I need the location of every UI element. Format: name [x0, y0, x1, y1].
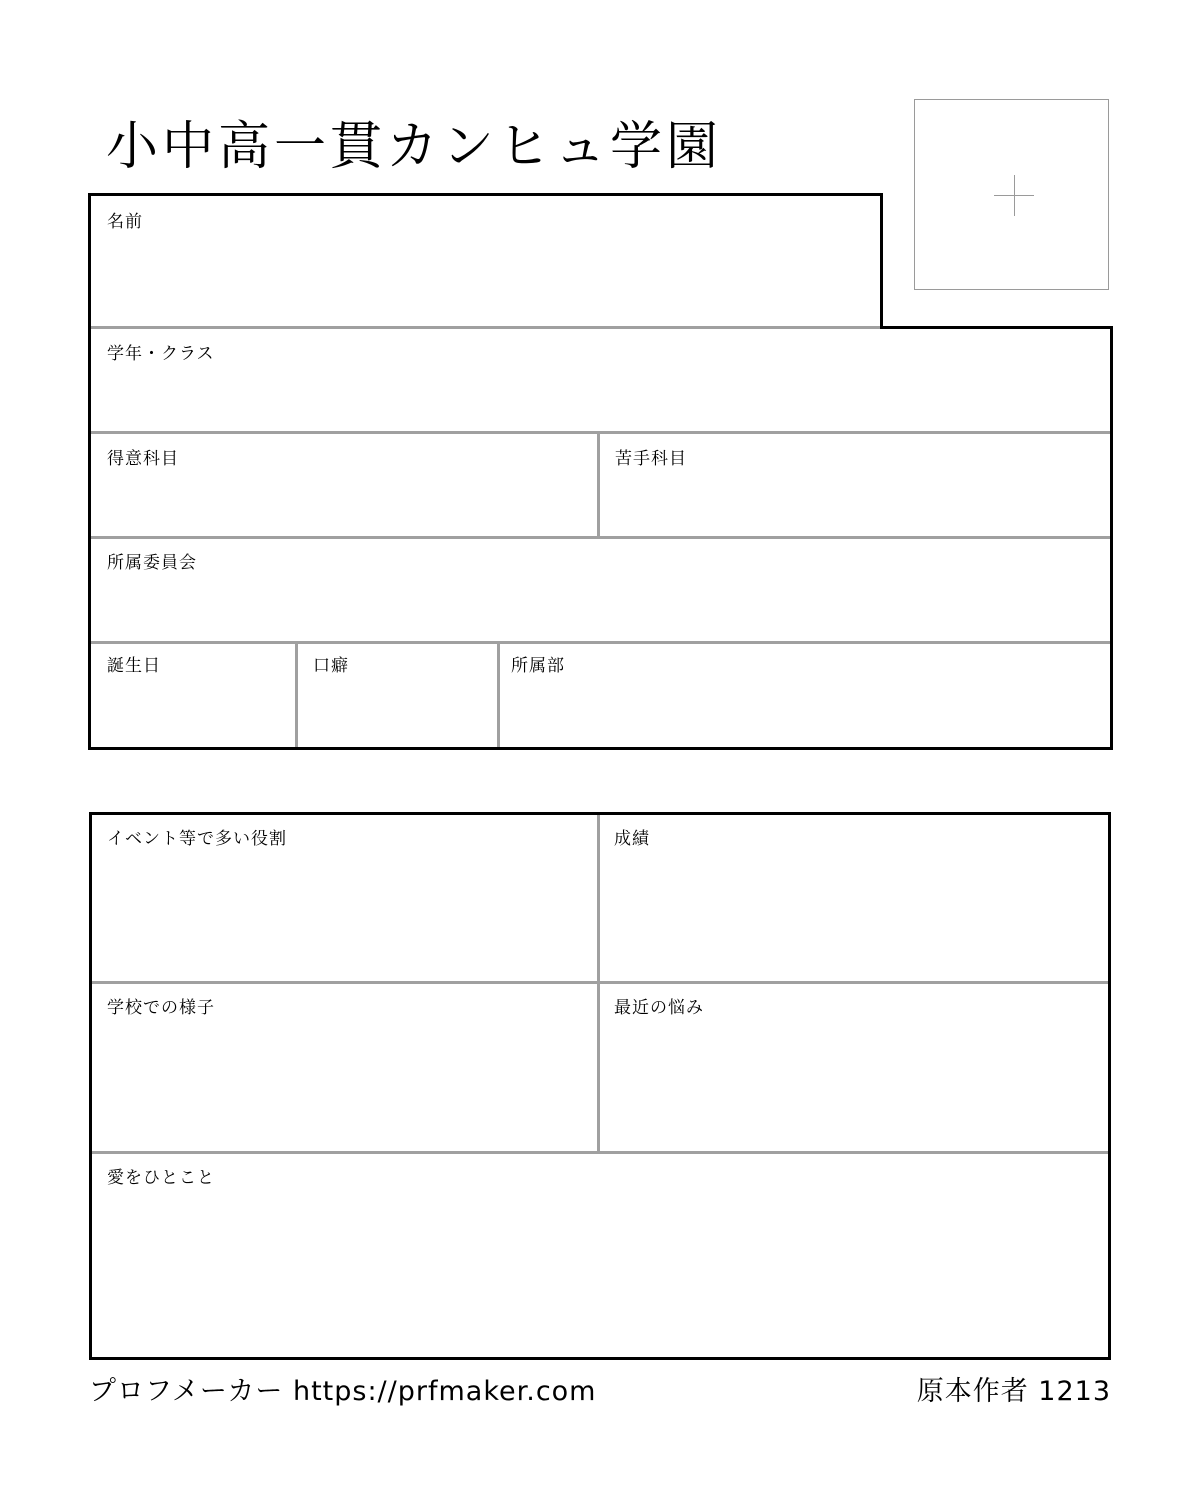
catchphrase-label: 口癖 [313, 656, 349, 676]
event-role-label: イベント等で多い役割 [107, 829, 287, 849]
page-title: 小中高一貫カンヒュ学園 [106, 117, 723, 177]
message-field[interactable] [92, 1154, 1108, 1357]
border2-right [1108, 812, 1111, 1360]
grades-field[interactable] [600, 815, 1108, 981]
worries-field[interactable] [600, 984, 1108, 1151]
border2-bottom [89, 1357, 1111, 1360]
club-label: 所属部 [511, 656, 565, 676]
school-life-label: 学校での様子 [107, 998, 215, 1018]
good-subject-label: 得意科目 [107, 449, 179, 469]
worries-label: 最近の悩み [614, 998, 704, 1018]
name-field[interactable] [91, 196, 880, 326]
footer-maker-credit: プロフメーカー https://prfmaker.com [89, 1376, 597, 1407]
message-label: 愛をひとこと [107, 1168, 215, 1188]
club-field[interactable] [500, 644, 1110, 747]
plus-icon-vertical [1014, 175, 1015, 216]
committee-label: 所属委員会 [107, 553, 197, 573]
border-right [1110, 326, 1113, 750]
border-bottom [88, 747, 1113, 750]
border-name-right [880, 193, 883, 329]
committee-field[interactable] [91, 539, 1110, 641]
event-role-field[interactable] [92, 815, 597, 981]
weak-subject-label: 苦手科目 [615, 449, 687, 469]
grade-class-label: 学年・クラス [107, 344, 215, 364]
good-subject-field[interactable] [91, 434, 597, 536]
name-label: 名前 [107, 212, 143, 232]
grades-label: 成績 [614, 829, 650, 849]
photo-upload-box[interactable] [914, 99, 1109, 290]
birthday-field[interactable] [91, 644, 295, 747]
grade-class-field[interactable] [91, 329, 1110, 431]
footer-author-credit: 原本作者 1213 [916, 1376, 1111, 1407]
weak-subject-field[interactable] [600, 434, 1110, 536]
birthday-label: 誕生日 [107, 656, 161, 676]
catchphrase-field[interactable] [298, 644, 497, 747]
school-life-field[interactable] [92, 984, 597, 1151]
